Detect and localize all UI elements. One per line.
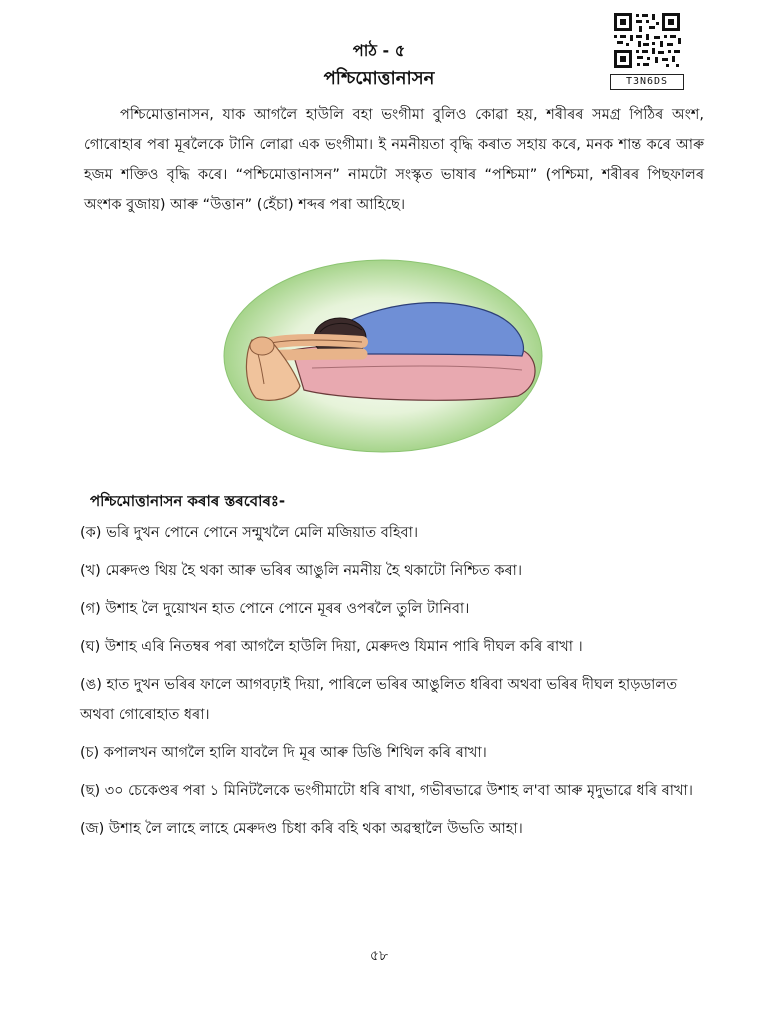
intro-section: [84, 100, 704, 220]
step-item: (ঘ) উশাহ এৰি নিতম্বৰ পৰা আগলৈ হাউলি দিয়া, মেৰুদণ্ড যিমান পাৰি দীঘল কৰি ৰাখা ।: [80, 639, 583, 655]
lesson-title: পশ্চিমোত্তানাসন: [323, 68, 435, 89]
step-item: (জ) উশাহ লৈ লাহে লাহে মেৰুদণ্ড চিধা কৰি বহি থকা অৱস্থালৈ উভতি আহা।: [80, 821, 523, 837]
seated-forward-bend-figure: [222, 258, 544, 454]
page-number: ৫৮: [369, 948, 389, 964]
step-item: (গ) উশাহ লৈ দুয়োখন হাত পোনে পোনে মূৰৰ ওপৰলৈ তুলি টানিবা।: [80, 601, 470, 617]
step-item: (ক) ভৰি দুখন পোনে পোনে সন্মুখলৈ মেলি মজিয়াত বহিবা।: [80, 525, 419, 541]
step-item: (চ) কপালখন আগলৈ হালি যাবলৈ দি মূৰ আৰু ডিঙি শিথিল কৰি ৰাখা।: [80, 745, 487, 761]
qr-code[interactable]: [610, 10, 684, 90]
step-item: (ছ) ৩০ চেকেণ্ডৰ পৰা ১ মিনিটলৈকে ভংগীমাটো ধৰি ৰাখা, গভীৰভাৱে উশাহ ল'বা আৰু মৃদুভাৱে ধৰি ৰাখা।: [80, 783, 693, 799]
lesson-number: পাঠ - ৫: [352, 41, 406, 60]
qr-code-icon: [610, 10, 684, 72]
intro-paragraph: পশ্চিমোত্তানাসন, যাক আগলৈ হাউলি বহা ভংগীমা বুলিও কোৱা হয়, শৰীৰৰ সমগ্ৰ পিঠিৰ অংশ, গোৰোহাৰ পৰা মূৰলৈকে টানি লোৱা এক ভংগীমা। ই নমনীয়তা বৃদ্ধি কৰাত সহায় কৰে, মনক শান্ত কৰে আৰু হজম শক্তিও বৃদ্ধি কৰে। “পশ্চিমোত্তানাসন” নামটো সংস্কৃত ভাষাৰ “পশ্চিমা” (পশ্চিমা, শৰীৰৰ পিছফালৰ অংশক বুজায়) আৰু “উত্তান” (হেঁচা) শব্দৰ পৰা আহিছে।: [84, 107, 704, 213]
pose-illustration: [222, 258, 544, 454]
qr-code-label: T3N6DS: [610, 74, 684, 90]
steps-list: [80, 518, 710, 852]
step-item: (খ) মেৰুদণ্ড থিয় হৈ থকা আৰু ভৰিৰ আঙুলি নমনীয় হৈ থকাটো নিশ্চিত কৰা।: [80, 563, 523, 579]
steps-heading: পশ্চিমোত্তানাসন কৰাৰ স্তৰবোৰঃ-: [90, 492, 286, 510]
step-item: (ঙ) হাত দুখন ভৰিৰ ফালে আগবঢ়াই দিয়া, পাৰিলে ভৰিৰ আঙুলিত ধৰিবা অথবা ভৰিৰ দীঘল হাড়ডালত অথবা গোৰোহাত ধৰা।: [80, 677, 678, 723]
